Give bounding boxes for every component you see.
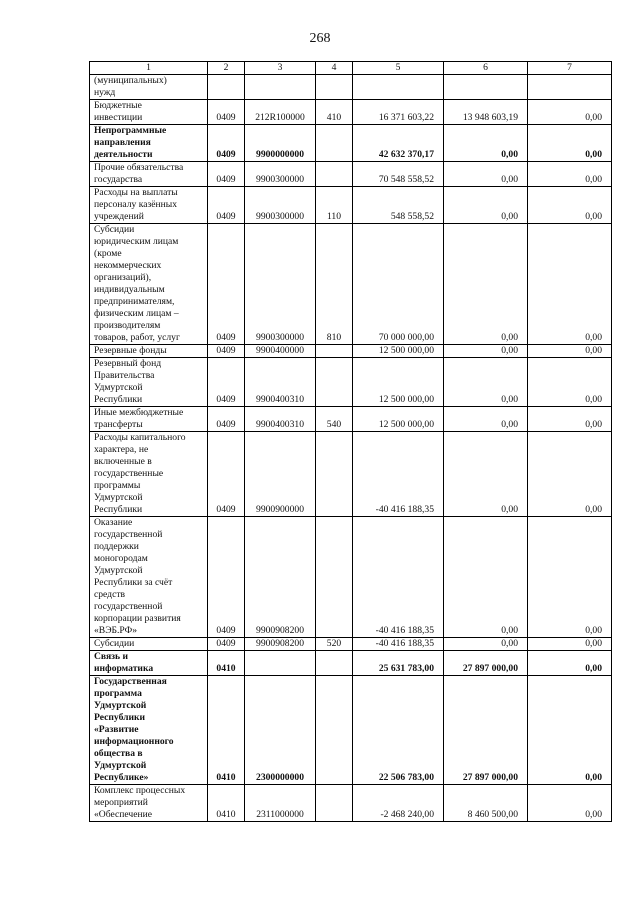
table-row [90,676,612,785]
amount-col7-cell: 0,00 [528,224,612,345]
amount-col7-cell: 0,00 [528,345,612,358]
amount-col6-cell: 0,00 [444,162,528,187]
row-name-cell: Резервные фонды [90,345,208,358]
amount-col5-cell: -40 416 188,35 [353,517,444,638]
column-header: 6 [444,62,528,75]
target-article-cell: 9900300000 [245,187,316,224]
amount-col7-cell: 0,00 [528,676,612,785]
page-number: 268 [309,31,331,46]
row-name-cell: Расходы на выплаты персоналу казённых учреждений [90,187,208,224]
budget-table [89,61,612,822]
table-row [90,358,612,407]
table-row [90,125,612,162]
section-code-cell: 0410 [208,651,245,676]
amount-col5-cell: 70 000 000,00 [353,224,444,345]
amount-col5-cell: 12 500 000,00 [353,358,444,407]
amount-col6-cell: 0,00 [444,517,528,638]
amount-col5-cell: 12 500 000,00 [353,345,444,358]
section-code-cell: 0409 [208,432,245,517]
section-code-cell: 0410 [208,785,245,822]
amount-col6-cell: 0,00 [444,125,528,162]
amount-col5-cell: 12 500 000,00 [353,407,444,432]
column-header: 2 [208,62,245,75]
table-row [90,432,612,517]
amount-col5-cell: 16 371 603,22 [353,100,444,125]
expense-type-cell: 540 [316,407,353,432]
section-code-cell: 0409 [208,638,245,651]
row-name-cell: Резервный фонд Правительства Удмуртской Республики [90,358,208,407]
amount-col7-cell: 0,00 [528,125,612,162]
table-row [90,407,612,432]
amount-col6-cell: 0,00 [444,407,528,432]
section-code-cell: 0409 [208,125,245,162]
amount-col5-cell: 70 548 558,52 [353,162,444,187]
column-header: 5 [353,62,444,75]
target-article-cell: 9900000000 [245,125,316,162]
column-header: 3 [245,62,316,75]
target-article-cell [245,75,316,100]
expense-type-cell [316,125,353,162]
amount-col5-cell: -2 468 240,00 [353,785,444,822]
amount-col7-cell [528,75,612,100]
target-article-cell: 9900908200 [245,638,316,651]
expense-type-cell [316,785,353,822]
amount-col7-cell: 0,00 [528,162,612,187]
section-code-cell: 0409 [208,345,245,358]
amount-col5-cell: 25 631 783,00 [353,651,444,676]
row-name-cell: Комплекс процессных мероприятий «Обеспечение [90,785,208,822]
expense-type-cell: 810 [316,224,353,345]
section-code-cell: 0409 [208,517,245,638]
column-header: 1 [90,62,208,75]
table-row [90,162,612,187]
expense-type-cell [316,345,353,358]
table-row [90,638,612,651]
expense-type-cell: 520 [316,638,353,651]
section-code-cell: 0410 [208,676,245,785]
row-name-cell: (муниципальных) нужд [90,75,208,100]
section-code-cell: 0409 [208,407,245,432]
amount-col5-cell: -40 416 188,35 [353,638,444,651]
target-article-cell: 9900908200 [245,517,316,638]
row-name-cell: Субсидии [90,638,208,651]
table-row [90,651,612,676]
row-name-cell: Непрограммные направления деятельности [90,125,208,162]
amount-col6-cell: 0,00 [444,358,528,407]
amount-col6-cell: 0,00 [444,432,528,517]
amount-col6-cell [444,75,528,100]
section-code-cell: 0409 [208,187,245,224]
amount-col5-cell: -40 416 188,35 [353,432,444,517]
expense-type-cell [316,517,353,638]
amount-col6-cell: 0,00 [444,638,528,651]
table-row [90,75,612,100]
table-row [90,345,612,358]
expense-type-cell [316,676,353,785]
expense-type-cell [316,432,353,517]
amount-col6-cell: 8 460 500,00 [444,785,528,822]
section-code-cell: 0409 [208,224,245,345]
target-article-cell: 9900900000 [245,432,316,517]
amount-col6-cell: 0,00 [444,345,528,358]
table-row [90,100,612,125]
target-article-cell: 9900300000 [245,224,316,345]
expense-type-cell: 110 [316,187,353,224]
target-article-cell: 9900400000 [245,345,316,358]
amount-col6-cell: 27 897 000,00 [444,651,528,676]
row-name-cell: Расходы капитального характера, не включенные в государственные программы Удмуртской Республики [90,432,208,517]
table-row [90,187,612,224]
amount-col5-cell [353,75,444,100]
section-code-cell: 0409 [208,358,245,407]
section-code-cell: 0409 [208,100,245,125]
amount-col5-cell: 22 506 783,00 [353,676,444,785]
row-name-cell: Прочие обязательства государства [90,162,208,187]
expense-type-cell: 410 [316,100,353,125]
table-row [90,517,612,638]
expense-type-cell [316,651,353,676]
expense-type-cell [316,75,353,100]
column-header: 4 [316,62,353,75]
section-code-cell [208,75,245,100]
amount-col6-cell: 0,00 [444,224,528,345]
amount-col7-cell: 0,00 [528,187,612,224]
column-header: 7 [528,62,612,75]
expense-type-cell [316,358,353,407]
amount-col5-cell: 548 558,52 [353,187,444,224]
target-article-cell: 9900300000 [245,162,316,187]
target-article-cell: 2311000000 [245,785,316,822]
table-row [90,785,612,822]
table-row [90,224,612,345]
amount-col7-cell: 0,00 [528,358,612,407]
target-article-cell: 9900400310 [245,358,316,407]
amount-col7-cell: 0,00 [528,517,612,638]
expense-type-cell [316,162,353,187]
amount-col7-cell: 0,00 [528,100,612,125]
target-article-cell [245,651,316,676]
amount-col7-cell: 0,00 [528,432,612,517]
amount-col7-cell: 0,00 [528,638,612,651]
row-name-cell: Иные межбюджетные трансферты [90,407,208,432]
amount-col6-cell: 0,00 [444,187,528,224]
amount-col7-cell: 0,00 [528,651,612,676]
header-row [90,62,612,75]
row-name-cell: Бюджетные инвестиции [90,100,208,125]
amount-col7-cell: 0,00 [528,785,612,822]
row-name-cell: Оказание государственной поддержки моногородам Удмуртской Республики за счёт средств государственной корпорации развития «ВЭБ.РФ» [90,517,208,638]
row-name-cell: Субсидии юридическим лицам (кроме некоммерческих организаций), индивидуальным предпринимателям, физическим лицам – производителям товаров, работ, услуг [90,224,208,345]
amount-col7-cell: 0,00 [528,407,612,432]
target-article-cell: 9900400310 [245,407,316,432]
amount-col6-cell: 13 948 603,19 [444,100,528,125]
row-name-cell: Государственная программа Удмуртской Республики «Развитие информационного общества в Удмуртской Республике» [90,676,208,785]
target-article-cell: 212R100000 [245,100,316,125]
row-name-cell: Связь и информатика [90,651,208,676]
section-code-cell: 0409 [208,162,245,187]
target-article-cell: 2300000000 [245,676,316,785]
amount-col5-cell: 42 632 370,17 [353,125,444,162]
amount-col6-cell: 27 897 000,00 [444,676,528,785]
